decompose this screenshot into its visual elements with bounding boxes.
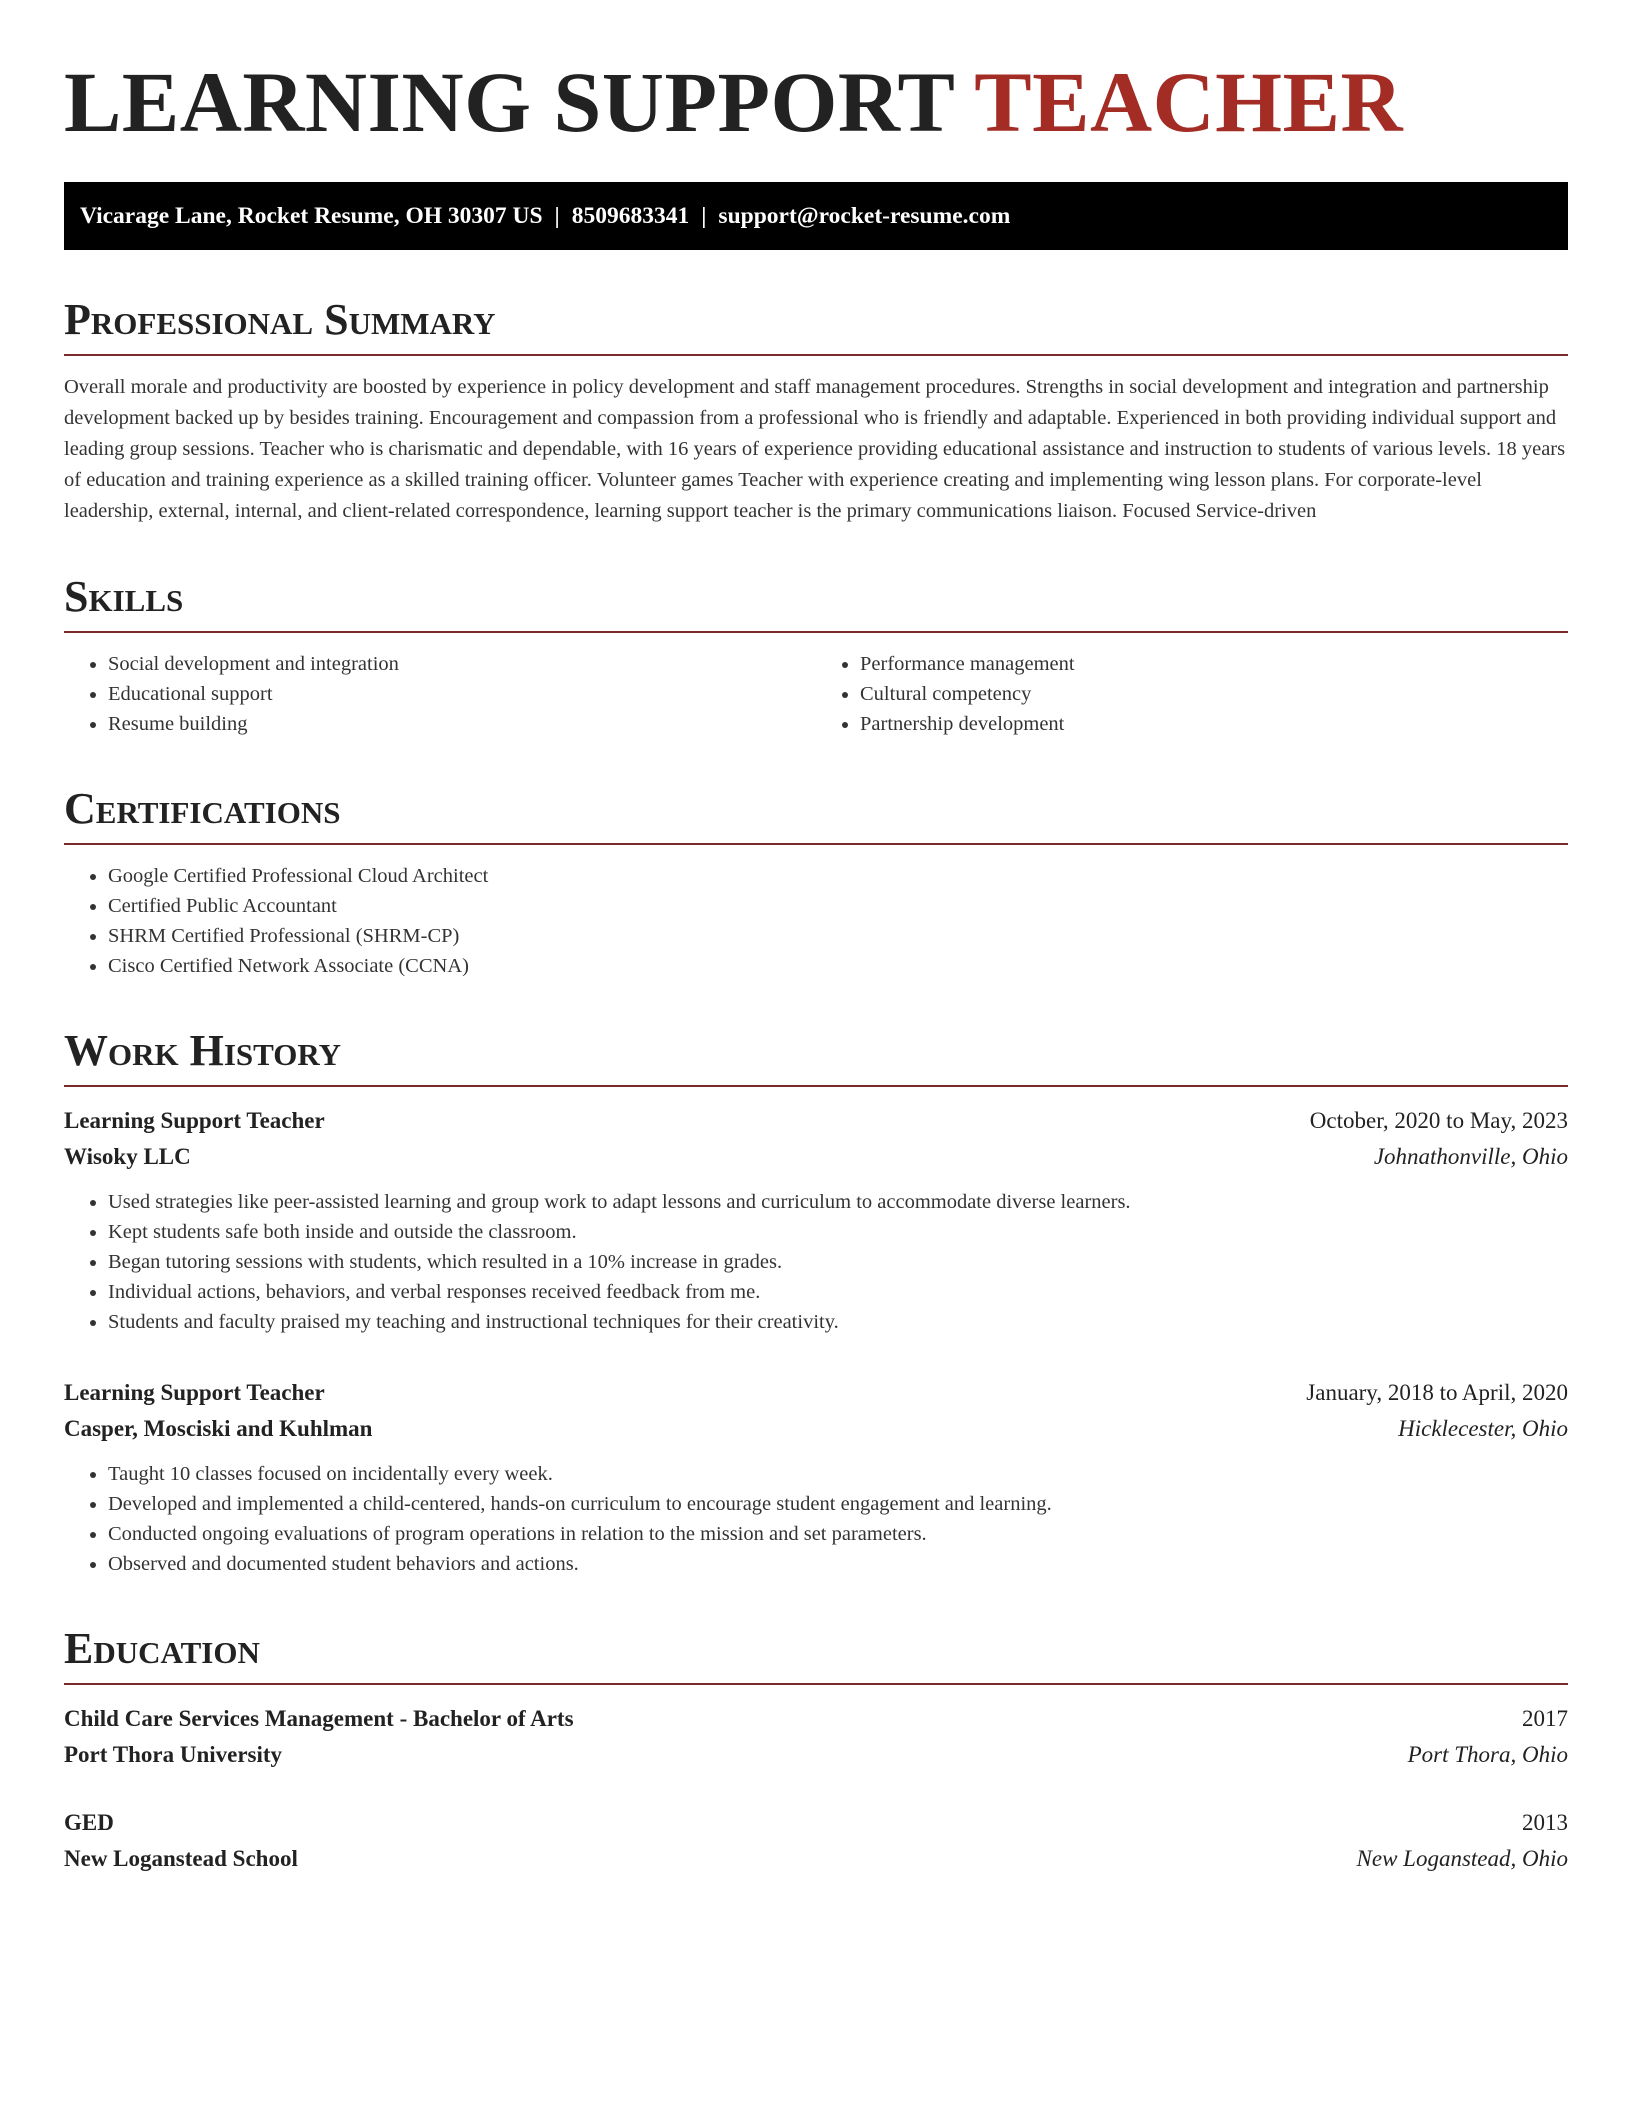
education-degree: Child Care Services Management - Bachelor of Arts (64, 1706, 574, 1731)
education-degree-row (64, 1701, 1568, 1737)
work-history-heading: Work History (64, 1025, 1568, 1087)
skills-section (64, 571, 1568, 739)
job-dates: October, 2020 to May, 2023 (1309, 1108, 1568, 1133)
job-bullet: • Began tutoring sessions with students, which resulted in a 10% increase in grades. (108, 1247, 1568, 1277)
job-bullet: • Students and faculty praised my teaching and instructional techniques for their creativity. (108, 1307, 1568, 1337)
certifications-list (64, 861, 1568, 981)
job-title: Learning Support Teacher (64, 1380, 325, 1405)
job-bullet: • Used strategies like peer-assisted learning and group work to adapt lessons and curriculum to accommodate diverse learners. (108, 1187, 1568, 1217)
job-bullet: • Conducted ongoing evaluations of program operations in relation to the mission and set parameters. (108, 1519, 1568, 1549)
skill-item: • Performance management (860, 649, 1568, 679)
job-bullet: • Developed and implemented a child-centered, hands-on curriculum to encourage student engagement and learning. (108, 1489, 1568, 1519)
education-school: Port Thora University (64, 1742, 283, 1767)
contact-separator: | (701, 203, 707, 229)
education-heading: Education (64, 1623, 1568, 1685)
education-entry (64, 1805, 1568, 1877)
certification-item: • Cisco Certified Network Associate (CCNA) (108, 951, 1568, 981)
job-location: Johnathonville, Ohio (1373, 1144, 1568, 1169)
job-company-row (64, 1411, 1568, 1447)
education-school-row (64, 1841, 1568, 1877)
skills-list-left (64, 649, 816, 739)
education-degree: GED (64, 1810, 114, 1835)
contact-separator: | (554, 203, 560, 229)
job-dates: January, 2018 to April, 2020 (1306, 1380, 1568, 1405)
skills-list-right (816, 649, 1568, 739)
title-accent: TEACHER (974, 54, 1404, 150)
skills-grid (64, 649, 1568, 739)
contact-phone: 8509683341 (571, 203, 690, 229)
certification-item: • Google Certified Professional Cloud Architect (108, 861, 1568, 891)
job-entry (64, 1103, 1568, 1337)
summary-section (64, 294, 1568, 527)
skill-item: • Resume building (108, 709, 816, 739)
job-bullets (64, 1187, 1568, 1337)
job-company: Wisoky LLC (64, 1144, 191, 1169)
title-main: LEARNING SUPPORT (64, 54, 954, 150)
certifications-section (64, 783, 1568, 981)
education-location: New Loganstead, Ohio (1356, 1846, 1568, 1871)
job-header-row (64, 1103, 1568, 1139)
work-history-section (64, 1025, 1568, 1579)
certification-item: • Certified Public Accountant (108, 891, 1568, 921)
summary-heading: Professional Summary (64, 294, 1568, 356)
education-degree-row (64, 1805, 1568, 1841)
education-year: 2017 (1522, 1706, 1568, 1731)
job-title: Learning Support Teacher (64, 1108, 325, 1133)
education-year: 2013 (1522, 1810, 1568, 1835)
job-bullet: • Observed and documented student behaviors and actions. (108, 1549, 1568, 1579)
job-company-row (64, 1139, 1568, 1175)
skill-item: • Cultural competency (860, 679, 1568, 709)
job-location: Hicklecester, Ohio (1398, 1416, 1568, 1441)
skill-item: • Educational support (108, 679, 816, 709)
skill-item: • Social development and integration (108, 649, 816, 679)
summary-text: Overall morale and productivity are boosted by experience in policy development and staff management procedures. Strengths in social development and integration and partnership development backed up by besides training. Encouragement and compassion from a professional who is friendly and adaptable. Experienced in both providing individual support and leading group sessions. Teacher who is charismatic and dependable, with 16 years of experience providing educational assistance and instruction to students of various levels. 18 years of education and training experience as a skilled training officer. Volunteer games Teacher with experience creating and implementing wing lesson plans. For corporate-level leadership, external, internal, and client-related correspondence, learning support teacher is the primary communications liaison. Focused Service-driven (64, 376, 1566, 522)
education-school-row (64, 1737, 1568, 1773)
education-entry (64, 1701, 1568, 1773)
job-bullet: • Individual actions, behaviors, and verbal responses received feedback from me. (108, 1277, 1568, 1307)
job-entry (64, 1375, 1568, 1579)
resume-title (64, 52, 1568, 152)
job-bullet: • Taught 10 classes focused on incidentally every week. (108, 1459, 1568, 1489)
skills-heading: Skills (64, 571, 1568, 633)
contact-address: Vicarage Lane, Rocket Resume, OH 30307 US (80, 203, 543, 229)
certification-item: • SHRM Certified Professional (SHRM-CP) (108, 921, 1568, 951)
job-bullet: • Kept students safe both inside and outside the classroom. (108, 1217, 1568, 1247)
job-company: Casper, Mosciski and Kuhlman (64, 1416, 373, 1441)
job-bullets (64, 1459, 1568, 1579)
education-section (64, 1623, 1568, 1877)
job-header-row (64, 1375, 1568, 1411)
education-location: Port Thora, Ohio (1407, 1742, 1568, 1767)
contact-bar (64, 182, 1568, 250)
skill-item: • Partnership development (860, 709, 1568, 739)
certifications-heading: Certifications (64, 783, 1568, 845)
education-school: New Loganstead School (64, 1846, 298, 1871)
contact-email: support@rocket-resume.com (718, 203, 1011, 229)
